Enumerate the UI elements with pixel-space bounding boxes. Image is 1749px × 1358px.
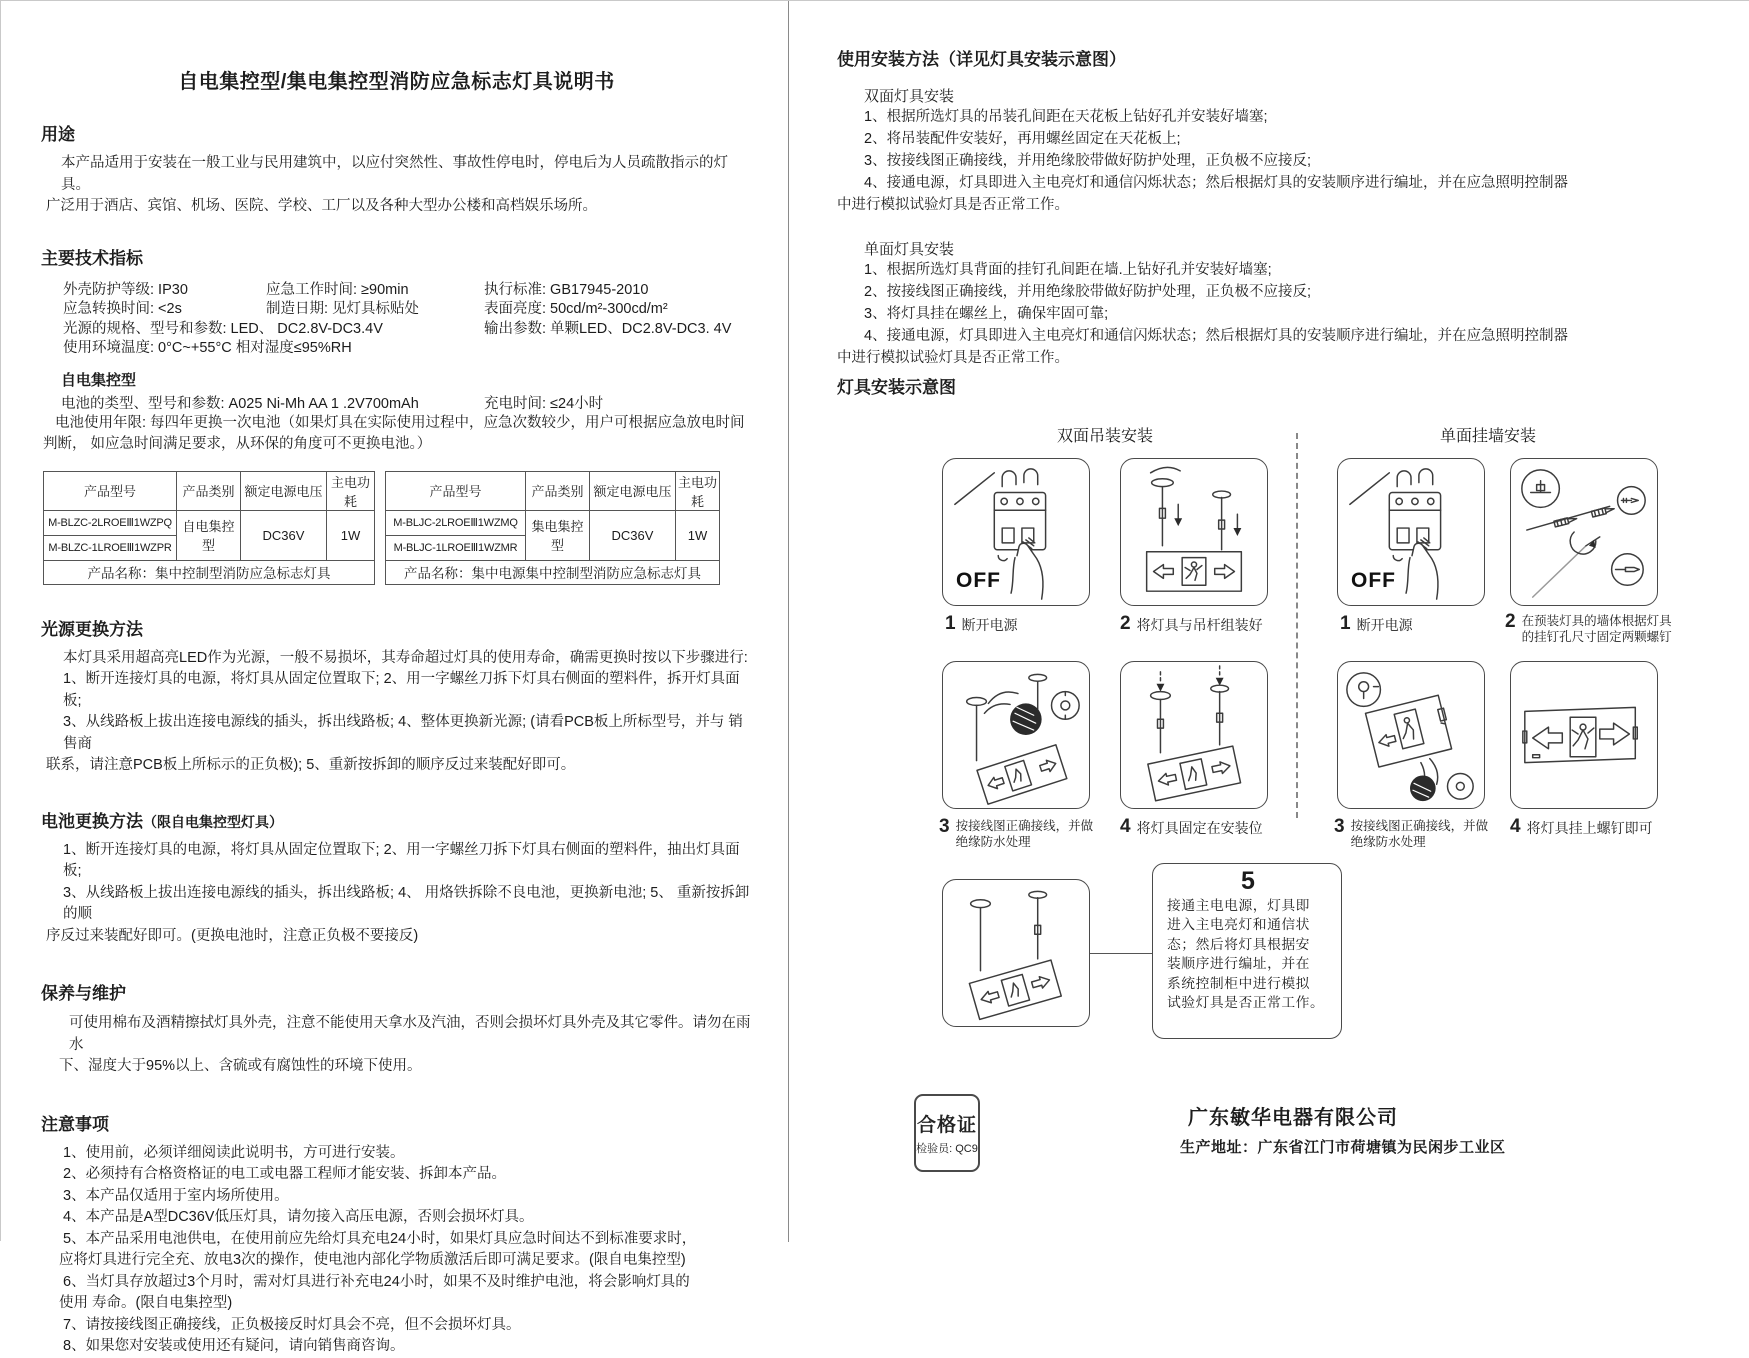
section-heading-battery-replace: 电池更换方法（限自电集控型灯具）	[41, 811, 283, 831]
caption-number: 3	[1334, 816, 1345, 837]
product-name-cell: 产品名称：集中控制型消防应急标志灯具	[44, 560, 375, 584]
qc-stamp	[914, 1094, 980, 1172]
voltage-cell: DC36V	[241, 510, 327, 560]
diagram-double-step2-panel	[1120, 458, 1268, 606]
note-line: 7、请按接线图正确接线，正负极接反时灯具会不亮，但不会损坏灯具。	[63, 1316, 521, 1333]
table-header-cell: 额定电源电压	[241, 471, 327, 510]
hanging-sign-icon	[943, 880, 1089, 1026]
step5-line: 态；然后将灯具根据安	[1167, 936, 1310, 952]
table-header-cell: 主电功耗	[327, 471, 375, 510]
qc-stamp-inspector: 检验员: QC9	[916, 1143, 978, 1155]
note-line: 使用 寿命。(限自电集控型)	[59, 1295, 233, 1311]
diagram-single-step1-panel	[1337, 458, 1485, 606]
caption-double-2	[1120, 613, 1263, 634]
step5-line: 装顺序进行编址，并在	[1167, 956, 1310, 971]
section-heading-usage: 用途	[41, 125, 75, 144]
voltage-cell: DC36V	[590, 510, 676, 560]
spec-rows	[41, 278, 752, 356]
caption-number: 2	[1505, 611, 1516, 632]
caption-text: 断开电源	[1356, 617, 1413, 633]
product-tables	[43, 471, 752, 585]
install-step: 2、按接线图正确接线，并用绝缘胶带做好防护处理，正负极不应接反;	[864, 284, 1312, 300]
wall-wiring-icon	[1338, 662, 1484, 808]
page-title: 自电集控型/集电集控型消防应急标志灯具说明书	[178, 71, 615, 93]
table-header-cell: 主电功耗	[676, 471, 720, 510]
product-name-cell: 产品名称：集中电源集中控制型消防应急标志灯具	[386, 560, 720, 584]
model-cell: M-BLZC-2LROEⅢ1WZPQ	[44, 510, 177, 535]
step5-box	[1152, 863, 1342, 1039]
light-replace-line: 联系，请注意PCB板上所标示的正负极); 5、重新按拆卸的顺序反过来装配好即可。	[46, 757, 576, 773]
single-side-subheading: 单面灯具安装	[864, 241, 955, 258]
spec-value: 制造日期: 见灯具标贴处	[266, 301, 420, 317]
usage-line: 本产品适用于安装在一般工业与民用建筑中，以应付突然性、事故性停电时，停电后为人员疏散指示的灯具。	[61, 155, 728, 193]
battery-subheading: 自电集控型	[61, 371, 137, 389]
battery-row	[41, 392, 752, 413]
table-header-cell: 产品型号	[386, 471, 526, 510]
usage-line: 广泛用于酒店、宾馆、机场、医院、学校、工厂以及各种大型办公楼和高档娱乐场所。	[46, 198, 597, 214]
battery-replace-line: 1、断开连接灯具的电源，将灯具从固定位置取下; 2、用一字螺丝刀拆下灯具右侧面的塑料件，抽出灯具面板;	[63, 841, 740, 879]
battery-life-line: 电池使用年限: 每四年更换一次电池（如果灯具在实际使用过程中，应急次数较少，用户可根据应急放电时间	[55, 414, 745, 431]
column-divider	[1296, 433, 1298, 818]
spec-value: 光源的规格、型号和参数: LED、 DC2.8V-DC3.4V	[63, 320, 383, 337]
spec-value: 应急转换时间: <2s	[63, 301, 182, 317]
spec-value: 执行标准: GB17945-2010	[484, 281, 649, 298]
table-header-cell: 产品类别	[526, 471, 590, 510]
diagram-double-step1-panel	[942, 458, 1090, 606]
spec-row	[41, 297, 752, 317]
off-label: OFF	[956, 569, 1001, 592]
battery-replace-line: 3、从线路板上拔出连接电源线的插头，拆出线路板; 4、 用烙铁拆除不良电池，更换新电池; 5、 重新按拆卸的顺	[63, 884, 750, 922]
note-line: 4、本产品是A型DC36V低压灯具，请勿接入高压电源，否则会损坏灯具。	[63, 1209, 534, 1225]
power-cell: 1W	[676, 510, 720, 560]
maintenance-line: 下、湿度大于95%以上、含硫或有腐蚀性的环境下使用。	[59, 1058, 422, 1074]
battery-type: 电池的类型、型号和参数: A025 Ni-Mh AA 1 .2V700mAh	[61, 395, 419, 412]
installation-diagrams	[789, 373, 1749, 1063]
off-label: OFF	[1351, 569, 1396, 592]
step5-line: 系统控制柜中进行模拟	[1167, 975, 1310, 991]
caption-number: 4	[1120, 816, 1131, 837]
note-line: 6、当灯具存放超过3个月时，需对灯具进行补充电24小时，如果不及时维护电池，将会影响灯具的	[63, 1273, 690, 1290]
light-replace-line: 3、从线路板上拔出连接电源线的插头，拆出线路板; 4、整体更换新光源; (请看PCB板上所标型号，并与 销售商	[63, 714, 743, 752]
light-replace-line: 本灯具采用超高亮LED作为光源，一般不易损坏，其寿命超过灯具的使用寿命，确需更换时按以下步骤进行:	[63, 649, 748, 666]
caption-number: 1	[945, 613, 956, 634]
caption-text: 按接线图正确接线，并做 绝缘防水处理	[955, 819, 1094, 850]
production-address: 生产地址：广东省江门市荷塘镇为民闲步工业区	[1180, 1139, 1506, 1156]
spec-value: 应急工作时间: ≥90min	[266, 281, 409, 298]
step5-connector-line	[1090, 953, 1152, 954]
spec-row	[41, 336, 752, 356]
caption-number: 2	[1120, 613, 1131, 634]
category-cell: 自电集控型	[177, 510, 241, 560]
caption-number: 4	[1510, 816, 1521, 837]
product-table-central-powered	[385, 471, 720, 585]
diagram-double-step4-panel	[1120, 661, 1268, 809]
spec-row	[41, 317, 752, 337]
exit-sign-rods-icon	[1121, 459, 1267, 605]
note-line: 应将灯具进行完全充、放电3次的操作，使电池内部化学物质激活后即可满足要求。(限自电集控型)	[59, 1252, 686, 1268]
caption-text: 将灯具挂上螺钉即可	[1526, 820, 1653, 836]
model-cell: M-BLJC-2LROEⅢ1WZMQ	[386, 510, 526, 535]
diagram-double-step5-panel	[942, 879, 1090, 1027]
step5-number: 5	[1241, 867, 1255, 895]
caption-double-3	[939, 816, 1093, 851]
battery-life-line: 判断， 如应急时间满足要求，从环保的角度可不更换电池。）	[43, 436, 432, 452]
section-heading-specs: 主要技术指标	[41, 248, 143, 268]
table-header-cell: 产品型号	[44, 471, 177, 510]
battery-replace-line: 序反过来装配好即可。(更换电池时，注意正负极不要接反)	[46, 927, 419, 944]
install-step: 中进行模拟试验灯具是否正常工作。	[837, 197, 1069, 213]
caption-single-4	[1510, 816, 1653, 837]
maintenance-line: 可使用棉布及酒精擦拭灯具外壳，注意不能使用天拿水及汽油，否则会损坏灯具外壳及其它零件。请勿在雨水	[69, 1015, 751, 1053]
spec-value: 外壳防护等级: IP30	[63, 281, 188, 298]
install-step: 3、按接线图正确接线，并用绝缘胶带做好防护处理，正负极不应接反;	[864, 153, 1312, 169]
install-step: 1、根据所选灯具背面的挂钉孔间距在墙.上钻好孔并安装好墙塞;	[864, 262, 1272, 278]
model-cell: M-BLJC-1LROEⅢ1WZMR	[386, 535, 526, 560]
wiring-tape-icon	[943, 662, 1089, 808]
diagram-single-step3-panel	[1337, 661, 1485, 809]
spec-value: 输出参数: 单颗LED、DC2.8V-DC3. 4V	[484, 320, 732, 337]
diagram-single-step2-panel	[1510, 458, 1658, 606]
page-left	[1, 1, 788, 1354]
install-step: 2、将吊装配件安装好，再用螺丝固定在天花板上;	[864, 131, 1181, 147]
table-header-cell: 产品类别	[177, 471, 241, 510]
note-line: 2、必须持有合格资格证的电工或电器工程师才能安装、拆卸本产品。	[63, 1166, 507, 1182]
diagram-double-step3-panel	[942, 661, 1090, 809]
note-line: 3、本产品仅适用于室内场所使用。	[63, 1187, 289, 1204]
note-line: 5、本产品采用电池供电，在使用前应先给灯具充电24小时，如果灯具应急时间达不到标准要求时，	[63, 1230, 697, 1247]
caption-text: 将灯具与吊杆组装好	[1136, 617, 1263, 633]
note-line: 8、如果您对安装或使用还有疑问，请向销售商咨询。	[63, 1338, 405, 1354]
section-heading-maintenance: 保养与维护	[41, 984, 126, 1003]
diagram-single-step4-panel	[1510, 661, 1658, 809]
spec-value: 表面亮度: 50cd/m²-300cd/m²	[484, 301, 668, 317]
section-heading-install: 使用安装方法（详见灯具安装示意图）	[837, 50, 1126, 69]
product-table-self-powered	[43, 471, 375, 585]
caption-text: 断开电源	[961, 617, 1018, 633]
install-step: 1、根据所选灯具的吊装孔间距在天花板上钻好孔并安装好墙塞;	[864, 109, 1268, 125]
page-right	[788, 1, 1749, 1242]
caption-single-3	[1334, 816, 1488, 851]
battery-replace-scope: （限自电集控型灯具）	[143, 813, 283, 830]
install-step: 中进行模拟试验灯具是否正常工作。	[837, 350, 1069, 366]
install-step: 4、接通电源，灯具即进入主电亮灯和通信闪烁状态；然后根据灯具的安装顺序进行编址，并在应急照明控制器	[864, 328, 1569, 344]
fix-position-icon	[1121, 662, 1267, 808]
section-heading-notes: 注意事项	[41, 1114, 109, 1134]
double-side-subheading: 双面灯具安装	[864, 88, 955, 105]
install-step: 3、将灯具挂在螺丝上，确保牢固可靠;	[864, 306, 1109, 322]
spec-row	[41, 278, 752, 298]
caption-single-2	[1505, 611, 1672, 646]
light-replace-line: 1、断开连接灯具的电源，将灯具从固定位置取下; 2、用一字螺丝刀拆下灯具右侧面的塑料件，拆开灯具面 板;	[63, 671, 740, 709]
qc-stamp-title: 合格证	[916, 1115, 977, 1136]
double-column-title: 双面吊装安装	[1056, 428, 1153, 445]
wall-sign-icon	[1511, 662, 1657, 808]
wall-screws-icon	[1511, 459, 1657, 605]
caption-number: 1	[1340, 613, 1351, 634]
section-heading-light-replace: 光源更换方法	[41, 619, 143, 639]
spec-value: 使用环境温度: 0°C~+55°C 相对湿度≤95%RH	[63, 340, 352, 356]
company-name: 广东敏华电器有限公司	[1188, 1107, 1398, 1129]
caption-text: 将灯具固定在安装位	[1136, 820, 1263, 836]
caption-double-1	[945, 613, 1018, 634]
model-cell: M-BLZC-1LROEⅢ1WZPR	[44, 535, 177, 560]
battery-charge-time: 充电时间: ≤24小时	[484, 395, 604, 412]
caption-number: 3	[939, 816, 950, 837]
note-line: 1、使用前，必须详细阅读此说明书，方可进行安装。	[63, 1144, 405, 1161]
diagram-heading: 灯具安装示意图	[837, 378, 956, 397]
step5-line: 接通主电电源，灯具即	[1167, 897, 1310, 913]
install-step: 4、接通电源，灯具即进入主电亮灯和通信闪烁状态；然后根据灯具的安装顺序进行编址，并在应急照明控制器	[864, 175, 1569, 191]
caption-text: 按接线图正确接线，并做 绝缘防水处理	[1350, 819, 1489, 850]
power-cell: 1W	[327, 510, 375, 560]
caption-double-4	[1120, 816, 1263, 837]
caption-text: 在预装灯具的墙体根据灯具 的挂钉孔尺寸固定两颗螺钉	[1521, 614, 1672, 645]
step5-line: 试验灯具是否正常工作。	[1167, 995, 1325, 1010]
single-column-title: 单面挂墙安装	[1439, 428, 1536, 445]
caption-single-1	[1340, 613, 1413, 634]
step5-line: 进入主电亮灯和通信状	[1167, 917, 1310, 932]
category-cell: 集电集控型	[526, 510, 590, 560]
table-header-cell: 额定电源电压	[590, 471, 676, 510]
